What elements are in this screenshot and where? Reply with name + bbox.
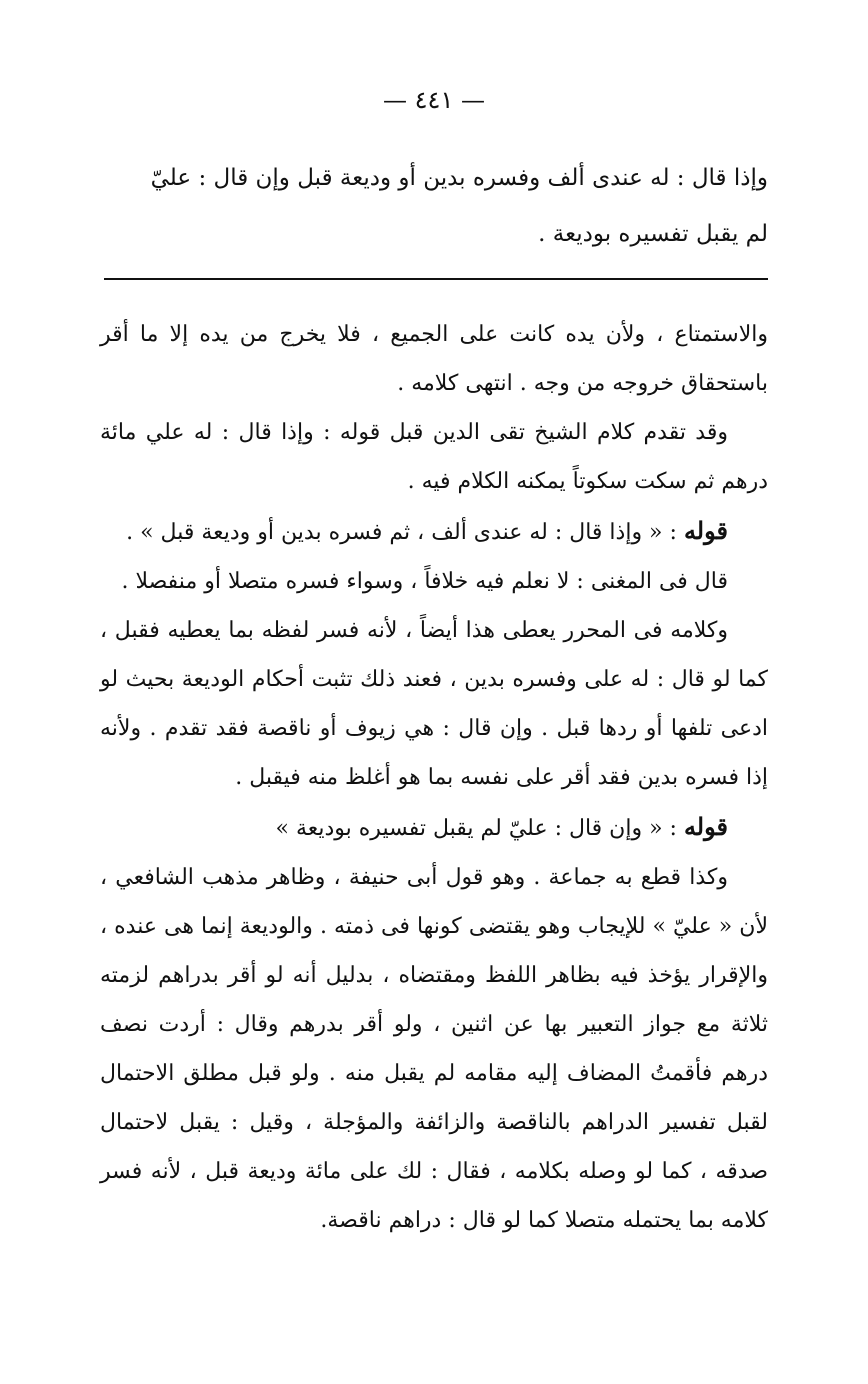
commentary-paragraph-7: وكذا قطع به جماعة . وهو قول أبى حنيفة ، وظاهر مذهب الشافعي ، لأن « عليّ » للإيجاب وهو يقتضى كونها فى ذمته . والوديعة إنما هى عنده ، والإقرار يؤخذ فيه بظاهر اللفظ ومقتضاه ، بدليل أنه لو أقر بدراهم لزمته ثلاثة مع جواز التعبير بها عن اثنين ، ولو أقر بدرهم وقال : أردت نصف درهم فأقمتُ المضاف إليه مقامه لم يقبل منه . ولو قبل مطلق الاحتمال لقبل تفسير الدراهم بالناقصة والزائفة والمؤجلة ، وقيل : يقبل لاحتمال صدقه ، كما لو وصله بكلامه ، فقال : لك على مائة وديعة قبل ، لأنه فسر كلامه بما يحتمله متصلا كما لو قال : دراهم ناقصة.	[100, 865, 768, 1233]
commentary-quote-1: : « وإذا قال : له عندى ألف ، ثم فسره بدين أو وديعة قبل » .	[126, 520, 677, 545]
matn-text	[100, 150, 768, 262]
commentary-paragraph-5: وكلامه فى المحرر يعطى هذا أيضاً ، لأنه فسر لفظه بما يعطيه فقبل ، كما لو قال : له على وفسره بدين ، فعند ذلك تثبت أحكام الوديعة بحيث لو ادعى تلفها أو ردها قبل . وإن قال : هي زيوف أو ناقصة فقد تقدم . ولأنه إذا فسره بدين فقد أقر على نفسه بما هو أغلظ منه فيقبل .	[100, 618, 768, 790]
matn-line-2: لم يقبل تفسيره بوديعة .	[538, 221, 768, 247]
commentary-paragraph-4: قال فى المغنى : لا نعلم فيه خلافاً ، وسواء فسره متصلا أو منفصلا .	[121, 569, 728, 594]
commentary-quote-2: : « وإن قال : عليّ لم يقبل تفسيره بوديعة »	[275, 816, 677, 841]
qawluh-label: قوله	[683, 516, 728, 545]
commentary-paragraph-2: وقد تقدم كلام الشيخ تقى الدين قبل قوله : وإذا قال : له علي مائة درهم ثم سكت سكوتاً يمكنه الكلام فيه .	[100, 420, 768, 494]
commentary-paragraph-3	[100, 506, 768, 557]
commentary-paragraph-6	[100, 802, 768, 853]
qawluh-label: قوله	[683, 812, 728, 841]
commentary-text	[100, 310, 768, 1245]
page-number: — ٤٤١ —	[383, 86, 485, 114]
matn-line-1: وإذا قال : له عندى ألف وفسره بدين أو وديعة قبل وإن قال : عليّ	[150, 165, 768, 191]
commentary-paragraph-1: والاستمتاع ، ولأن يده كانت على الجميع ، فلا يخرج من يده إلا ما أقر باستحقاق خروجه من وجه . انتهى كلامه .	[100, 322, 768, 396]
separator-rule	[104, 278, 768, 280]
